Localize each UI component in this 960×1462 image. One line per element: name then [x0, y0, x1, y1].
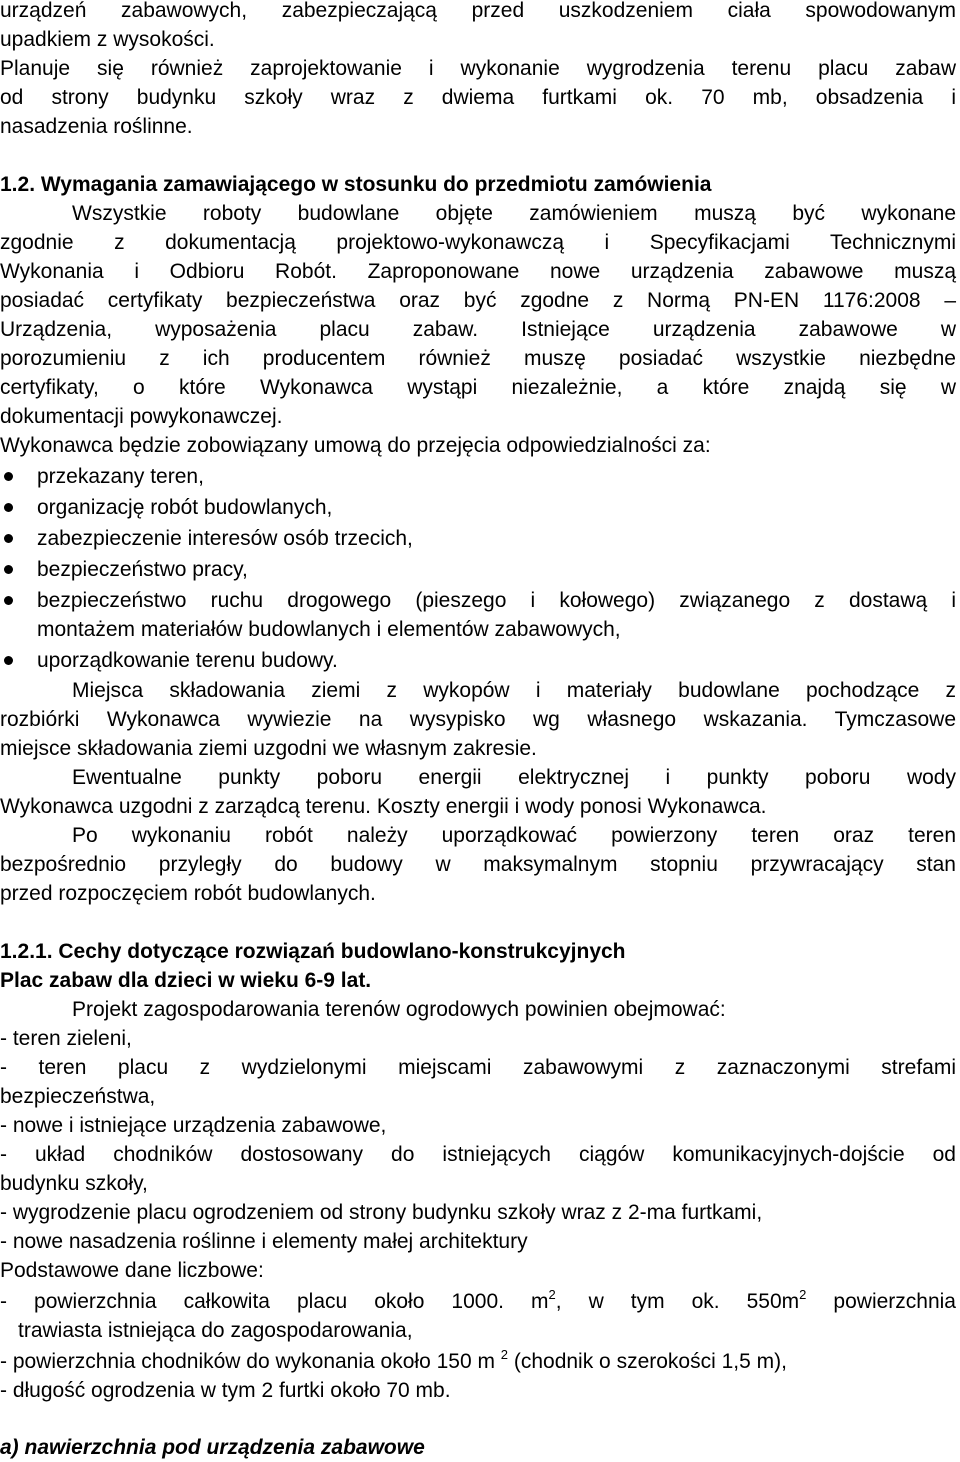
bullet-item [0, 462, 956, 491]
area-text-a: - powierzchnia całkowita placu około 1000. m [0, 1290, 549, 1313]
bullet-item [0, 646, 956, 675]
bullet-text: przekazany teren, [37, 465, 204, 488]
area-line-continued: trawiasta istniejąca do zagospodarowania, [18, 1319, 413, 1342]
list-item: - wygrodzenie placu ogrodzeniem od strony budynku szkoły wraz z 2-ma furtkami, [0, 1201, 763, 1224]
para-line: Wykonania i Odbioru Robót. Zaproponowane nowe urządzenia zabawowe muszą [0, 260, 956, 283]
responsibility-intro: Wykonawca będzie zobowiązany umową do przejęcia odpowiedzialności za: [0, 434, 711, 457]
intro-line-5: nasadzenia roślinne. [0, 115, 193, 138]
para-line: certyfikaty, o które Wykonawca wystąpi niezależnie, a które znajdą się w [0, 376, 956, 399]
bullet-text: organizację robót budowlanych, [37, 496, 333, 519]
bullet-icon [4, 565, 13, 574]
para-line: rozbiórki Wykonawca wywiezie na wysypisko wg własnego wskazania. Tymczasowe [0, 708, 956, 731]
superscript: 2 [500, 1347, 509, 1362]
para-line: przed rozpoczęciem robót budowlanych. [0, 882, 376, 905]
bullet-item [0, 524, 956, 553]
bullet-icon [4, 503, 13, 512]
subheading: Plac zabaw dla dzieci w wieku 6-9 lat. [0, 969, 372, 992]
superscript: 2 [548, 1287, 556, 1302]
intro-line-3: Planuje się również zaprojektowanie i wykonanie wygrodzenia terenu placu zabaw [0, 57, 956, 80]
bullet-icon [4, 534, 13, 543]
para-line: Wszystkie roboty budowlane objęte zamówieniem muszą być wykonane [72, 202, 956, 225]
list-item: bezpieczeństwa, [0, 1085, 156, 1108]
list-item: budynku szkoły, [0, 1172, 148, 1195]
section-heading-1-2: 1.2. Wymagania zamawiającego w stosunku do przedmiotu zamówienia [0, 173, 712, 196]
list-item: - teren placu z wydzielonymi miejscami zabawowymi z zaznaczonymi strefami [0, 1056, 956, 1079]
fence-line: - długość ogrodzenia w tym 2 furtki około 70 mb. [0, 1379, 451, 1402]
para-line: zgodnie z dokumentacją projektowo-wykonawczą i Specyfikacjami Technicznymi [0, 231, 956, 254]
para-line: dokumentacji powykonawczej. [0, 405, 283, 428]
bullet-text: bezpieczeństwo pracy, [37, 558, 248, 581]
intro-line-1: urządzeń zabawowych, zabezpieczającą przed uszkodzeniem ciała spowodowanym [0, 0, 956, 22]
para-line: Projekt zagospodarowania terenów ogrodowych powinien obejmować: [72, 998, 726, 1021]
list-item: - nowe i istniejące urządzenia zabawowe, [0, 1114, 387, 1137]
para-line: bezpośrednio przyległy do budowy w maksymalnym stopniu przywracający stan [0, 853, 956, 876]
para-line: Wykonawca uzgodni z zarządcą terenu. Koszty energii i wody ponosi Wykonawca. [0, 795, 767, 818]
bullet-text-continued: montażem materiałów budowlanych i elementów zabawowych, [37, 618, 621, 641]
bullet-item [0, 555, 956, 584]
intro-line-2: upadkiem z wysokości. [0, 28, 215, 51]
para-line: porozumieniu z ich producentem również muszę posiadać wszystkie niezbędne [0, 347, 956, 370]
bullet-item [0, 586, 956, 615]
area-text-b: , w tym ok. 550m [555, 1290, 800, 1313]
bullet-text: bezpieczeństwo ruchu drogowego (pieszego i kołowego) związanego z dostawą i [37, 589, 956, 612]
bullet-text: uporządkowanie terenu budowy. [37, 649, 338, 672]
para-line: Miejsca składowania ziemi z wykopów i materiały budowlane pochodzące z [72, 679, 956, 702]
para-line: Urządzenia, wyposażenia placu zabaw. Istniejące urządzenia zabawowe w [0, 318, 956, 341]
para-line: posiadać certyfikaty bezpieczeństwa oraz być zgodne z Normą PN-EN 1176:2008 – [0, 289, 956, 312]
para-line: miejsce składowania ziemi uzgodni we własnym zakresie. [0, 737, 537, 760]
para-line: Ewentualne punkty poboru energii elektrycznej i punkty poboru wody [72, 766, 956, 789]
list-item: - układ chodników dostosowany do istniejących ciągów komunikacyjnych-dojście od [0, 1143, 956, 1166]
bullet-text: zabezpieczenie interesów osób trzecich, [37, 527, 413, 550]
superscript: 2 [799, 1287, 807, 1302]
intro-line-4: od strony budynku szkoły wraz z dwiema furtkami ok. 70 mb, obsadzenia i [0, 86, 956, 109]
para-line: Po wykonaniu robót należy uporządkować powierzony teren oraz teren [72, 824, 956, 847]
list-item: - teren zieleni, [0, 1027, 132, 1050]
area-line [0, 1287, 956, 1316]
list-item: - nowe nasadzenia roślinne i elementy małej architektury [0, 1230, 528, 1253]
bullet-icon [4, 596, 13, 605]
area-text-c: powierzchnia [806, 1290, 956, 1313]
path-line [0, 1347, 956, 1376]
path-text-a: - powierzchnia chodników do wykonania około 150 m [0, 1350, 501, 1373]
bullet-item [0, 493, 956, 522]
section-heading-1-2-1: 1.2.1. Cechy dotyczące rozwiązań budowlano-konstrukcyjnych [0, 940, 626, 963]
basic-data-label: Podstawowe dane liczbowe: [0, 1259, 264, 1282]
bullet-icon [4, 656, 13, 665]
bullet-icon [4, 472, 13, 481]
section-heading-a: a) nawierzchnia pod urządzenia zabawowe [0, 1436, 425, 1459]
path-text-b: (chodnik o szerokości 1,5 m), [508, 1350, 787, 1373]
